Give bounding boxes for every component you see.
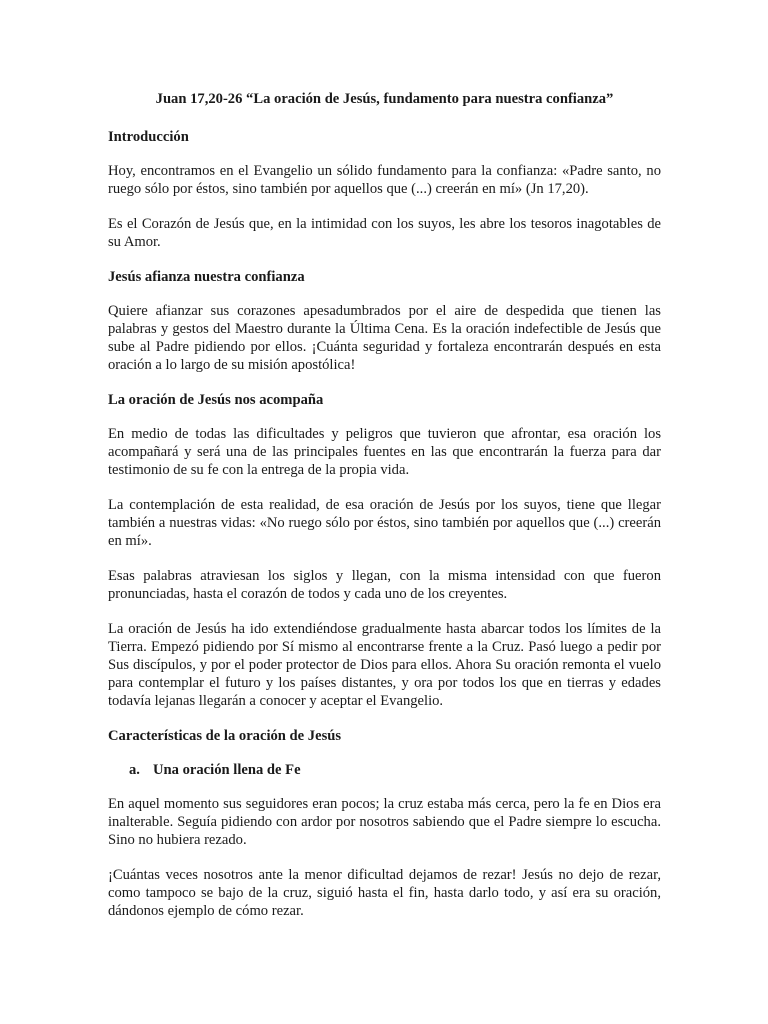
heading-oracion-acompana: La oración de Jesús nos acompaña xyxy=(108,392,324,408)
paragraph: Es el Corazón de Jesús que, en la intimidad con los suyos, les abre los tesoros inagotables de su Amor. xyxy=(108,216,661,250)
paragraph: En medio de todas las dificultades y peligros que tuvieron que afrontar, esa oración los acompañará y será una de las principales fuentes en las que encontrarán la fuerza para dar testimonio de su fe con la entrega de la propia vida. xyxy=(108,426,661,478)
subheading-oracion-fe xyxy=(108,761,661,779)
heading-jesus-afianza: Jesús afianza nuestra confianza xyxy=(108,269,305,285)
heading-caracteristicas: Características de la oración de Jesús xyxy=(108,728,342,744)
paragraph: La contemplación de esta realidad, de esa oración de Jesús por los suyos, tiene que llegar también a nuestras vidas: «No ruego sólo por éstos, sino también por aquellos que (...) creerán en mí». xyxy=(108,497,661,549)
paragraph: Esas palabras atraviesan los siglos y llegan, con la misma intensidad con que fueron pronunciadas, hasta el corazón de todos y cada uno de los creyentes. xyxy=(108,568,661,602)
paragraph: ¡Cuántas veces nosotros ante la menor dificultad dejamos de rezar! Jesús no dejo de rezar, como tampoco se bajo de la cruz, siguió hasta el fin, hasta darlo todo, y así era su oración, dándonos ejemplo de cómo rezar. xyxy=(108,867,661,919)
document-title: Juan 17,20-26 “La oración de Jesús, fundamento para nuestra confianza” xyxy=(155,91,614,107)
paragraph: Quiere afianzar sus corazones apesadumbrados por el aire de despedida que tienen las palabras y gestos del Maestro durante la Última Cena. Es la oración indefectible de Jesús que sube al Padre pidiendo por ellos. ¡Cuánta seguridad y fortaleza encontrarán después en esta oración a lo largo de su misión apostólica! xyxy=(108,303,661,373)
paragraph: Hoy, encontramos en el Evangelio un sólido fundamento para la confianza: «Padre santo, no ruego sólo por éstos, sino también por aquellos que (...) creerán en mí» (Jn 17,20). xyxy=(108,163,661,197)
list-marker: a. xyxy=(129,762,140,778)
document-body xyxy=(108,90,661,937)
paragraph: La oración de Jesús ha ido extendiéndose gradualmente hasta abarcar todos los límites de la Tierra. Empezó pidiendo por Sí mismo al encontrarse frente a la Cruz. Pasó luego a pedir por Sus discípulos, y por el poder protector de Dios para ellos. Ahora Su oración remonta el vuelo para contemplar el futuro y los países distantes, y ora por todos los que en tierras y edades todavía lejanas llegarán a conocer y aceptar el Evangelio. xyxy=(108,621,661,709)
heading-introduccion: Introducción xyxy=(108,129,189,145)
paragraph: En aquel momento sus seguidores eran pocos; la cruz estaba más cerca, pero la fe en Dios era inalterable. Seguía pidiendo con ardor por nosotros sabiendo que el Padre siempre lo escucha. Sino no hubiera rezado. xyxy=(108,796,661,848)
subheading-label: Una oración llena de Fe xyxy=(153,762,301,778)
